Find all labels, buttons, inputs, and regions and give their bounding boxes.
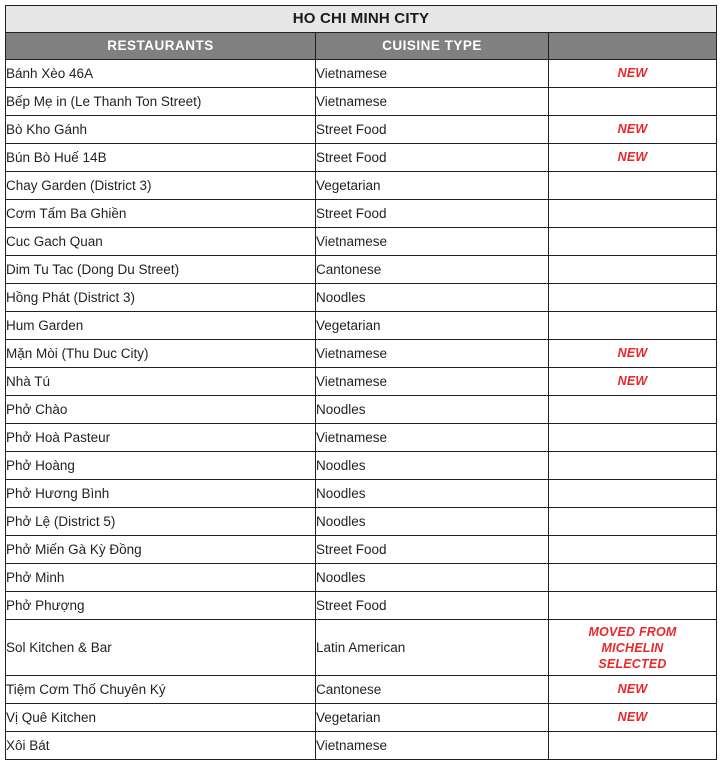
cell-cuisine-type: Noodles — [316, 564, 549, 592]
table-row — [6, 116, 717, 144]
status-note-line: MOVED FROM — [588, 624, 677, 639]
table-row — [6, 676, 717, 704]
column-header-cuisine-type: CUISINE TYPE — [316, 33, 549, 60]
table-row — [6, 144, 717, 172]
cell-cuisine-type: Vietnamese — [316, 340, 549, 368]
cell-cuisine-type: Street Food — [316, 144, 549, 172]
cell-cuisine-type: Noodles — [316, 480, 549, 508]
cell-status-note: NEW — [549, 368, 717, 396]
cell-restaurant-name: Phở Chào — [6, 396, 316, 424]
cell-restaurant-name: Chay Garden (District 3) — [6, 172, 316, 200]
cell-restaurant-name: Phở Hoà Pasteur — [6, 424, 316, 452]
cell-status-note — [549, 620, 717, 676]
cell-status-note — [549, 480, 717, 508]
cell-restaurant-name: Hum Garden — [6, 312, 316, 340]
table-row — [6, 172, 717, 200]
table-row — [6, 564, 717, 592]
cell-status-note: NEW — [549, 60, 717, 88]
cell-cuisine-type: Street Food — [316, 592, 549, 620]
table-row — [6, 200, 717, 228]
table-row — [6, 284, 717, 312]
table-body — [6, 60, 717, 760]
cell-status-note — [549, 592, 717, 620]
cell-restaurant-name: Cơm Tấm Ba Ghiền — [6, 200, 316, 228]
cell-status-note: NEW — [549, 704, 717, 732]
cell-cuisine-type: Vietnamese — [316, 88, 549, 116]
cell-cuisine-type: Noodles — [316, 284, 549, 312]
table-row — [6, 452, 717, 480]
cell-restaurant-name: Phở Hương Bình — [6, 480, 316, 508]
cell-restaurant-name: Cuc Gach Quan — [6, 228, 316, 256]
cell-cuisine-type: Vegetarian — [316, 172, 549, 200]
cell-status-note: NEW — [549, 340, 717, 368]
table-row — [6, 228, 717, 256]
cell-status-note — [549, 312, 717, 340]
cell-cuisine-type: Noodles — [316, 452, 549, 480]
cell-restaurant-name: Phở Hoàng — [6, 452, 316, 480]
cell-restaurant-name: Mặn Mòi (Thu Duc City) — [6, 340, 316, 368]
cell-cuisine-type: Street Food — [316, 116, 549, 144]
table-row — [6, 704, 717, 732]
cell-status-note — [549, 256, 717, 284]
cell-status-note — [549, 424, 717, 452]
cell-cuisine-type: Latin American — [316, 620, 549, 676]
table-title-row — [6, 6, 717, 33]
table-header — [6, 6, 717, 60]
cell-status-note — [549, 200, 717, 228]
cell-restaurant-name: Sol Kitchen & Bar — [6, 620, 316, 676]
cell-cuisine-type: Street Food — [316, 200, 549, 228]
cell-cuisine-type: Cantonese — [316, 676, 549, 704]
cell-status-note — [549, 396, 717, 424]
status-note-line: MICHELIN — [601, 640, 664, 655]
cell-restaurant-name: Phở Phượng — [6, 592, 316, 620]
cell-cuisine-type: Vietnamese — [316, 368, 549, 396]
cell-status-note — [549, 732, 717, 760]
cell-cuisine-type: Noodles — [316, 396, 549, 424]
cell-status-note — [549, 508, 717, 536]
cell-status-note — [549, 88, 717, 116]
cell-restaurant-name: Nhà Tú — [6, 368, 316, 396]
table-row — [6, 732, 717, 760]
cell-restaurant-name: Xôi Bát — [6, 732, 316, 760]
table-row — [6, 508, 717, 536]
cell-restaurant-name: Phở Miến Gà Kỳ Đồng — [6, 536, 316, 564]
table-row — [6, 312, 717, 340]
cell-restaurant-name: Hồng Phát (District 3) — [6, 284, 316, 312]
column-header-status — [549, 33, 717, 60]
cell-cuisine-type: Vietnamese — [316, 228, 549, 256]
cell-restaurant-name: Vị Quê Kitchen — [6, 704, 316, 732]
cell-cuisine-type: Cantonese — [316, 256, 549, 284]
cell-status-note — [549, 452, 717, 480]
cell-cuisine-type: Vietnamese — [316, 424, 549, 452]
restaurant-table-container — [5, 5, 716, 760]
status-note-line: SELECTED — [598, 656, 667, 671]
cell-restaurant-name: Phở Lệ (District 5) — [6, 508, 316, 536]
table-title-cell — [6, 6, 717, 33]
cell-cuisine-type: Vegetarian — [316, 704, 549, 732]
table-row — [6, 592, 717, 620]
cell-status-note — [549, 172, 717, 200]
cell-restaurant-name: Tiệm Cơm Thố Chuyên Ký — [6, 676, 316, 704]
table-row — [6, 480, 717, 508]
table-row — [6, 340, 717, 368]
cell-restaurant-name: Phở Minh — [6, 564, 316, 592]
table-row — [6, 536, 717, 564]
cell-cuisine-type: Street Food — [316, 536, 549, 564]
table-row — [6, 620, 717, 676]
cell-status-note — [549, 228, 717, 256]
table-row — [6, 424, 717, 452]
page-title: HO CHI MINH CITY — [292, 10, 430, 27]
table-row — [6, 88, 717, 116]
cell-status-note: NEW — [549, 144, 717, 172]
column-header-restaurants: RESTAURANTS — [6, 33, 316, 60]
cell-cuisine-type: Vegetarian — [316, 312, 549, 340]
cell-restaurant-name: Dim Tu Tac (Dong Du Street) — [6, 256, 316, 284]
cell-status-note — [549, 284, 717, 312]
cell-status-note: NEW — [549, 116, 717, 144]
cell-status-note: NEW — [549, 676, 717, 704]
cell-restaurant-name: Bánh Xèo 46A — [6, 60, 316, 88]
cell-status-note — [549, 536, 717, 564]
table-row — [6, 60, 717, 88]
restaurant-table — [5, 5, 717, 760]
cell-cuisine-type: Vietnamese — [316, 60, 549, 88]
table-row — [6, 368, 717, 396]
cell-status-note — [549, 564, 717, 592]
cell-restaurant-name: Bún Bò Huế 14B — [6, 144, 316, 172]
cell-restaurant-name: Bếp Mẹ in (Le Thanh Ton Street) — [6, 88, 316, 116]
table-row — [6, 256, 717, 284]
cell-restaurant-name: Bò Kho Gánh — [6, 116, 316, 144]
column-header-row — [6, 33, 717, 60]
table-row — [6, 396, 717, 424]
cell-cuisine-type: Vietnamese — [316, 732, 549, 760]
cell-cuisine-type: Noodles — [316, 508, 549, 536]
